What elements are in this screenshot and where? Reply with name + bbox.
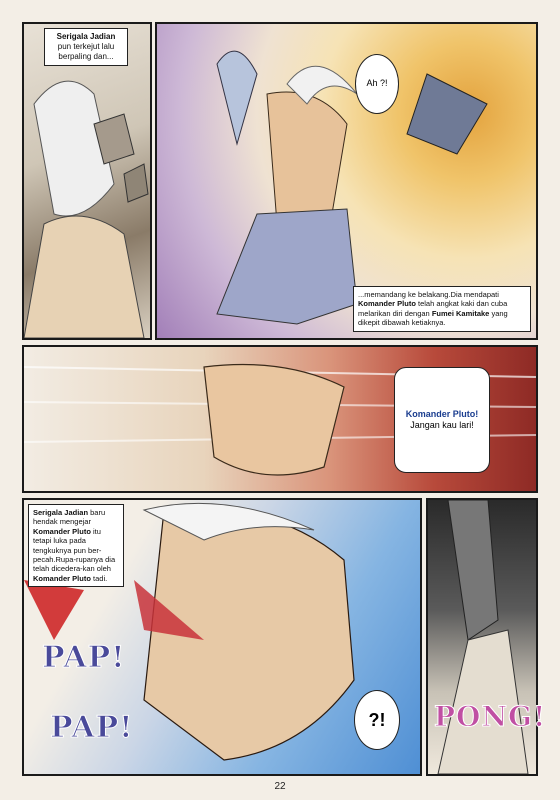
page-number: 22 bbox=[274, 781, 286, 792]
panel-4-speech-bubble: ?! bbox=[354, 690, 400, 750]
sfx-pong: PONG! bbox=[434, 700, 547, 733]
panel-1-art bbox=[24, 24, 150, 338]
sfx-pap-1: PAP! bbox=[42, 640, 126, 675]
panel-3-speech-bubble: Komander Pluto! Jangan kau lari! bbox=[394, 367, 490, 473]
panel-4 bbox=[22, 498, 422, 776]
panel-1 bbox=[22, 22, 152, 340]
panel-1-caption: Serigala Jadian pun terkejut lalu berpaling dan... bbox=[44, 28, 128, 66]
panel-4-caption: Serigala Jadian baru hendak mengejar Komander Pluto itu tetapi luka pada tengkuknya pun ber-pecah.Rupa-rupanya dia telah dicedera-kan oleh Komander Pluto tadi. bbox=[28, 504, 124, 587]
panel-2 bbox=[155, 22, 538, 340]
panel-2-speech-bubble: Ah ?! bbox=[355, 54, 399, 114]
panel-5 bbox=[426, 498, 538, 776]
panel-3 bbox=[22, 345, 538, 493]
panel-2-caption: ...memandang ke belakang.Dia mendapati Komander Pluto telah angkat kaki dan cuba melarikan diri dengan Fumei Kamitake yang dikepit dibawah ketiaknya. bbox=[353, 286, 531, 332]
sfx-pap-2: PAP! bbox=[50, 710, 134, 745]
